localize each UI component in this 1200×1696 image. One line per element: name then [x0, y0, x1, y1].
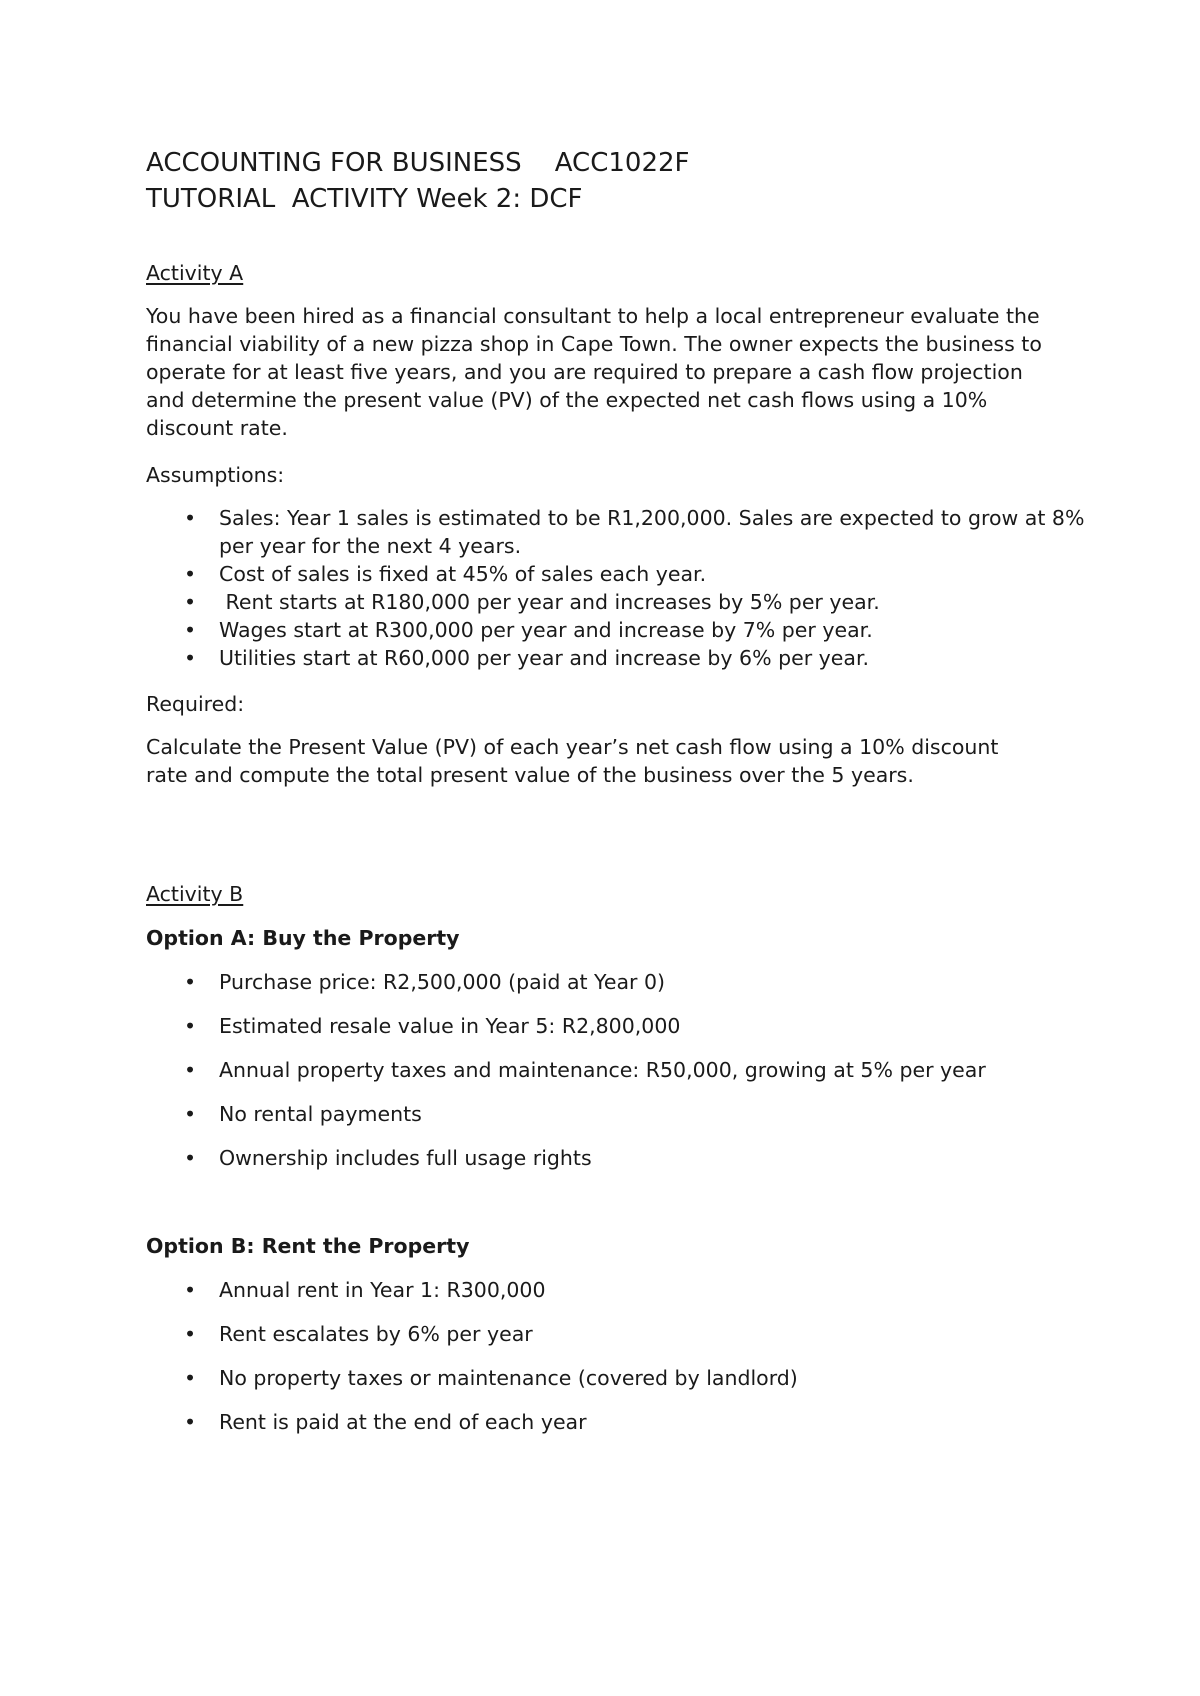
list-item	[146, 504, 1086, 560]
assumptions-list	[146, 504, 1086, 672]
list-item	[146, 1100, 1086, 1128]
assumption-text: Utilities start at R60,000 per year and increase by 6% per year.	[219, 646, 870, 670]
option-b-item: No property taxes or maintenance (covered by landlord)	[219, 1366, 798, 1390]
list-item	[146, 1408, 1086, 1436]
bullet-icon: •	[184, 506, 197, 530]
bullet-icon: •	[184, 1366, 197, 1390]
bullet-icon: •	[184, 1102, 197, 1126]
list-item	[146, 616, 1086, 644]
option-a-item: No rental payments	[219, 1102, 422, 1126]
option-a-item: Purchase price: R2,500,000 (paid at Year 0)	[219, 970, 666, 994]
option-a-title: Option A: Buy the Property	[146, 926, 460, 950]
activity-a-heading: Activity A	[146, 261, 244, 285]
list-item	[146, 560, 1086, 588]
assumption-text: Sales: Year 1 sales is estimated to be R1,200,000. Sales are expected to grow at 8% per year for the next 4 years.	[219, 506, 1085, 558]
bullet-icon: •	[184, 1146, 197, 1170]
list-item	[146, 1364, 1086, 1392]
bullet-icon: •	[184, 970, 197, 994]
required-text: Calculate the Present Value (PV) of each year’s net cash flow using a 10% discount rate and compute the total present value of the business over the 5 years.	[146, 735, 999, 787]
assumptions-label: Assumptions:	[146, 463, 285, 487]
bullet-icon: •	[184, 646, 197, 670]
option-b-item: Annual rent in Year 1: R300,000	[219, 1278, 546, 1302]
list-item	[146, 1144, 1086, 1172]
list-item	[146, 1012, 1086, 1040]
document-subtitle: TUTORIAL ACTIVITY Week 2: DCF	[146, 184, 583, 214]
option-a-item: Ownership includes full usage rights	[219, 1146, 592, 1170]
assumption-text: Rent starts at R180,000 per year and increases by 5% per year.	[219, 590, 880, 614]
bullet-icon: •	[184, 1322, 197, 1346]
list-item	[146, 968, 1086, 996]
list-item	[146, 1276, 1086, 1304]
required-label: Required:	[146, 692, 245, 716]
list-item	[146, 1056, 1086, 1084]
list-item	[146, 1320, 1086, 1348]
bullet-icon: •	[184, 562, 197, 586]
bullet-icon: •	[184, 1014, 197, 1038]
activity-b-heading: Activity B	[146, 882, 244, 906]
bullet-icon: •	[184, 590, 197, 614]
option-b-item: Rent escalates by 6% per year	[219, 1322, 533, 1346]
option-b-item: Rent is paid at the end of each year	[219, 1410, 587, 1434]
bullet-icon: •	[184, 618, 197, 642]
list-item	[146, 588, 1086, 616]
bullet-icon: •	[184, 1278, 197, 1302]
activity-a-intro: You have been hired as a financial consultant to help a local entrepreneur evaluate the financial viability of a new pizza shop in Cape Town. The owner expects the business to operate for at least five years, and you are required to prepare a cash flow projection and determine the present value (PV) of the expected net cash flows using a 10% discount rate.	[146, 304, 1042, 440]
document-title: ACCOUNTING FOR BUSINESS ACC1022F	[146, 148, 690, 178]
option-a-item: Estimated resale value in Year 5: R2,800,000	[219, 1014, 681, 1038]
assumption-text: Wages start at R300,000 per year and increase by 7% per year.	[219, 618, 873, 642]
bullet-icon: •	[184, 1410, 197, 1434]
option-b-title: Option B: Rent the Property	[146, 1234, 470, 1258]
option-a-list	[146, 968, 1086, 1188]
assumption-text: Cost of sales is fixed at 45% of sales each year.	[219, 562, 707, 586]
option-a-item: Annual property taxes and maintenance: R50,000, growing at 5% per year	[219, 1058, 986, 1082]
option-b-list	[146, 1276, 1086, 1452]
bullet-icon: •	[184, 1058, 197, 1082]
list-item	[146, 644, 1086, 672]
